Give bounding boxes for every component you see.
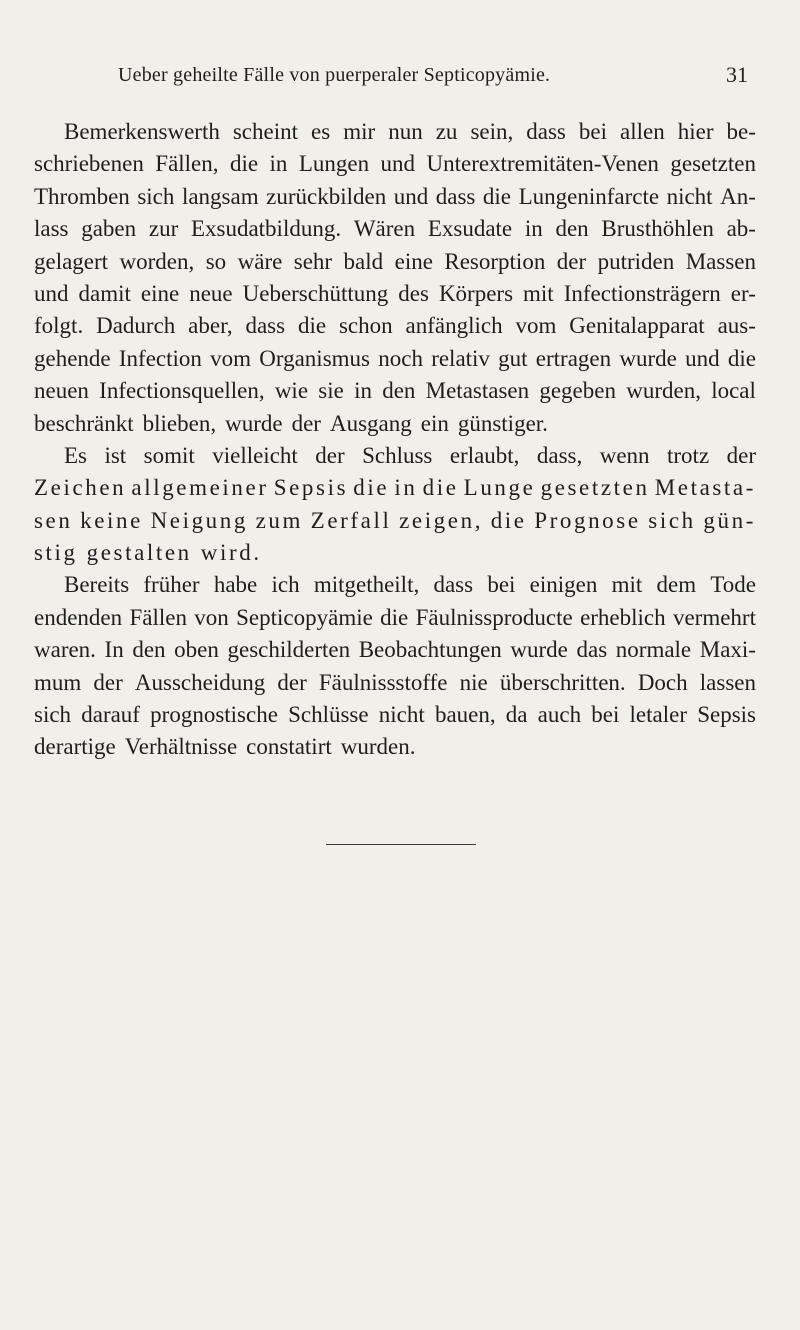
word: mir bbox=[343, 119, 376, 144]
word: eine bbox=[140, 280, 180, 306]
word: wurde bbox=[225, 410, 283, 436]
word: Fällen bbox=[129, 604, 187, 630]
word: aus- bbox=[717, 313, 756, 339]
word: schriebenen bbox=[34, 151, 144, 177]
word: die bbox=[490, 507, 527, 533]
text-line bbox=[34, 440, 756, 472]
word: Neigung bbox=[150, 507, 248, 533]
word: mit bbox=[611, 572, 643, 598]
running-title: Ueber geheilte Fälle von puerperaler Septicopyämie. bbox=[118, 64, 551, 86]
word: relativ bbox=[431, 345, 490, 371]
word: es bbox=[311, 119, 331, 144]
word: sie bbox=[318, 378, 344, 404]
word: wenn bbox=[599, 442, 650, 468]
word: trotz bbox=[667, 442, 710, 468]
word: gut bbox=[498, 345, 528, 371]
word: überschritten. bbox=[499, 669, 626, 695]
word: Fäulnissproducte bbox=[415, 604, 573, 630]
text-line bbox=[34, 343, 756, 375]
word: Bemerkenswerth bbox=[64, 119, 220, 144]
word: darauf bbox=[81, 702, 140, 728]
word: dass bbox=[433, 572, 474, 598]
word: An- bbox=[720, 183, 756, 209]
word: von bbox=[194, 604, 229, 630]
word: ertragen bbox=[535, 345, 612, 371]
word: Doch bbox=[637, 669, 688, 695]
word: in bbox=[354, 378, 372, 404]
word: endenden bbox=[34, 604, 123, 630]
word: putriden bbox=[597, 248, 675, 274]
word: mitgetheilt, bbox=[313, 572, 420, 598]
word: ab- bbox=[726, 216, 756, 242]
word: gesetzten bbox=[540, 475, 650, 501]
word: der bbox=[726, 442, 756, 468]
word: Exsudate bbox=[427, 216, 513, 242]
word: Ausgang bbox=[329, 410, 412, 436]
word: Maxi- bbox=[699, 637, 756, 663]
word: Lunge bbox=[463, 475, 536, 501]
text-line bbox=[34, 148, 756, 180]
word: somit bbox=[143, 442, 195, 468]
word: vielleicht bbox=[212, 442, 298, 468]
word: Es bbox=[64, 442, 87, 468]
word: Infectionsträgern bbox=[563, 280, 721, 306]
word: Dadurch bbox=[96, 313, 176, 339]
text-line bbox=[34, 408, 756, 440]
word: wird. bbox=[200, 540, 262, 566]
word: Zeichen bbox=[34, 475, 127, 501]
word: und bbox=[380, 151, 416, 177]
word: erlaubt, bbox=[449, 442, 520, 468]
word: folgt. bbox=[34, 313, 84, 339]
word: bei bbox=[591, 702, 620, 728]
text-line bbox=[34, 634, 756, 666]
word: auch bbox=[537, 702, 582, 728]
word: erheblich bbox=[580, 604, 666, 630]
word: günstiger. bbox=[457, 410, 548, 436]
word: worden, bbox=[119, 248, 195, 274]
word: damit bbox=[78, 280, 131, 306]
word: Infection bbox=[118, 345, 202, 371]
word: den bbox=[382, 378, 416, 404]
word: in bbox=[394, 475, 418, 501]
word: früher bbox=[143, 572, 200, 598]
word: dass bbox=[526, 119, 566, 144]
word: gesetzten bbox=[670, 151, 756, 177]
word: gaben bbox=[81, 216, 137, 242]
text-line bbox=[34, 602, 756, 634]
word: nicht bbox=[666, 183, 713, 209]
word: Metastasen bbox=[425, 378, 530, 404]
word: schon bbox=[338, 313, 393, 339]
word: gehende bbox=[34, 345, 111, 371]
word: in bbox=[269, 151, 288, 177]
word: letaler bbox=[629, 702, 688, 728]
body-text bbox=[34, 116, 756, 764]
word: Sepsis bbox=[273, 475, 349, 501]
word: Sepsis bbox=[697, 702, 756, 728]
word: Unterextremitäten-Venen bbox=[426, 151, 659, 177]
text-line bbox=[34, 375, 756, 407]
word: Bereits bbox=[64, 572, 130, 598]
word: be- bbox=[726, 119, 756, 144]
text-line bbox=[34, 181, 756, 213]
word: anfänglich bbox=[405, 313, 503, 339]
word: Wären bbox=[353, 216, 416, 242]
word: die bbox=[353, 475, 390, 501]
word: derartige bbox=[34, 734, 116, 760]
word: der bbox=[291, 410, 321, 436]
text-line bbox=[34, 278, 756, 310]
word: Schluss bbox=[362, 442, 433, 468]
word: hier bbox=[677, 119, 714, 144]
word: Thromben bbox=[34, 183, 130, 209]
word: In bbox=[104, 637, 124, 663]
word: in bbox=[524, 216, 543, 242]
text-line bbox=[34, 472, 756, 504]
word: Infectionsquellen, bbox=[99, 378, 265, 404]
word: vermehrt bbox=[672, 604, 756, 630]
word: Zerfall bbox=[310, 507, 392, 533]
word: und bbox=[393, 183, 429, 209]
word: nun bbox=[388, 119, 423, 144]
word: aber, bbox=[188, 313, 233, 339]
word: des bbox=[398, 280, 429, 306]
word: die bbox=[229, 151, 259, 177]
text-line bbox=[34, 505, 756, 537]
text-line bbox=[34, 116, 756, 148]
section-divider bbox=[326, 844, 476, 845]
word: bei bbox=[487, 572, 516, 598]
word: scheint bbox=[232, 119, 299, 144]
word: prognostische bbox=[150, 702, 278, 728]
word: die bbox=[727, 345, 756, 371]
word: neuen bbox=[34, 378, 89, 404]
word: ein bbox=[420, 410, 449, 436]
word: die bbox=[297, 313, 327, 339]
word: Massen bbox=[685, 248, 756, 274]
word: gestalten bbox=[86, 540, 192, 566]
word: bei bbox=[578, 119, 608, 144]
word: da bbox=[505, 702, 528, 728]
word: beschränkt bbox=[34, 410, 134, 436]
word: noch bbox=[378, 345, 423, 371]
word: dass bbox=[435, 183, 476, 209]
word: gün- bbox=[703, 507, 756, 533]
word: wurde bbox=[619, 345, 677, 371]
word: Lungen bbox=[298, 151, 370, 177]
word: waren. bbox=[34, 637, 96, 663]
word: wurde bbox=[510, 637, 568, 663]
word: wäre bbox=[237, 248, 283, 274]
word: allgemeiner bbox=[131, 475, 269, 501]
word: Schlüsse bbox=[288, 702, 369, 728]
text-line bbox=[34, 699, 756, 731]
word: normale bbox=[615, 637, 692, 663]
word: keine bbox=[80, 507, 143, 533]
word: dem bbox=[656, 572, 697, 598]
word: nicht bbox=[378, 702, 425, 728]
text-line bbox=[34, 246, 756, 278]
page-number: 31 bbox=[726, 62, 748, 87]
word: den bbox=[132, 637, 166, 663]
word: eine bbox=[394, 248, 433, 274]
text-line bbox=[34, 569, 756, 601]
word: bauen, bbox=[434, 702, 496, 728]
word: gelagert bbox=[34, 248, 109, 274]
word: sein, bbox=[470, 119, 514, 144]
word: die bbox=[482, 183, 512, 209]
word: zu bbox=[435, 119, 458, 144]
word: Prognose bbox=[534, 507, 641, 533]
word: constatirt bbox=[246, 734, 332, 760]
word: sehr bbox=[293, 248, 333, 274]
word: Brusthöhlen bbox=[601, 216, 714, 242]
word: einigen bbox=[529, 572, 598, 598]
word: Organismus bbox=[259, 345, 370, 371]
text-line bbox=[34, 537, 756, 569]
word: dass, bbox=[536, 442, 583, 468]
word: zurückbilden bbox=[266, 183, 387, 209]
word: sen bbox=[34, 507, 73, 533]
word: der bbox=[93, 669, 123, 695]
word: lassen bbox=[699, 669, 756, 695]
word: der bbox=[277, 669, 307, 695]
word: sich bbox=[648, 507, 696, 533]
word: mum bbox=[34, 669, 82, 695]
word: Resorption bbox=[444, 248, 546, 274]
word: zur bbox=[148, 216, 179, 242]
word: local bbox=[711, 378, 756, 404]
word: so bbox=[205, 248, 227, 274]
text-line bbox=[34, 731, 756, 763]
word: geschilderten bbox=[227, 637, 351, 663]
word: langsam bbox=[181, 183, 259, 209]
word: Septicopyämie bbox=[236, 604, 373, 630]
word: zeigen, bbox=[399, 507, 484, 533]
word: blieben, bbox=[142, 410, 217, 436]
text-line bbox=[34, 213, 756, 245]
word: der bbox=[556, 248, 587, 274]
word: Genitalapparat bbox=[569, 313, 705, 339]
word: Körpers bbox=[438, 280, 514, 306]
word: Fällen, bbox=[155, 151, 219, 177]
word: mit bbox=[523, 280, 554, 306]
word: Tode bbox=[710, 572, 756, 598]
word: wurden. bbox=[340, 734, 416, 760]
word: den bbox=[555, 216, 589, 242]
word: vom bbox=[210, 345, 252, 371]
word: dass bbox=[245, 313, 286, 339]
word: neue bbox=[189, 280, 233, 306]
word: nie bbox=[459, 669, 488, 695]
word: der bbox=[315, 442, 345, 468]
word: das bbox=[576, 637, 608, 663]
word: er- bbox=[730, 280, 756, 306]
word: die bbox=[422, 475, 459, 501]
word: habe bbox=[213, 572, 258, 598]
word: Exsudatbildung. bbox=[190, 216, 342, 242]
word: Beobachtungen bbox=[358, 637, 502, 663]
word: zum bbox=[255, 507, 304, 533]
word: Ausscheidung bbox=[134, 669, 266, 695]
word: Metasta- bbox=[654, 475, 756, 501]
word: gegeben bbox=[539, 378, 616, 404]
word: Verhältnisse bbox=[124, 734, 238, 760]
word: allen bbox=[620, 119, 665, 144]
word: ist bbox=[104, 442, 127, 468]
word: bald bbox=[343, 248, 384, 274]
word: Lungeninfarcte bbox=[518, 183, 660, 209]
word: wurden, bbox=[626, 378, 701, 404]
word: die bbox=[380, 604, 409, 630]
word: Ueberschüttung bbox=[242, 280, 389, 306]
word: vom bbox=[515, 313, 557, 339]
text-line bbox=[34, 310, 756, 342]
word: und bbox=[34, 280, 69, 306]
word: lass bbox=[34, 216, 69, 242]
word: stig bbox=[34, 540, 78, 566]
word: ich bbox=[271, 572, 300, 598]
word: sich bbox=[137, 183, 175, 209]
word: sich bbox=[34, 702, 72, 728]
word: oben bbox=[174, 637, 219, 663]
word: wie bbox=[274, 378, 309, 404]
word: und bbox=[685, 345, 720, 371]
text-line bbox=[34, 667, 756, 699]
word: Fäulnissstoffe bbox=[318, 669, 448, 695]
